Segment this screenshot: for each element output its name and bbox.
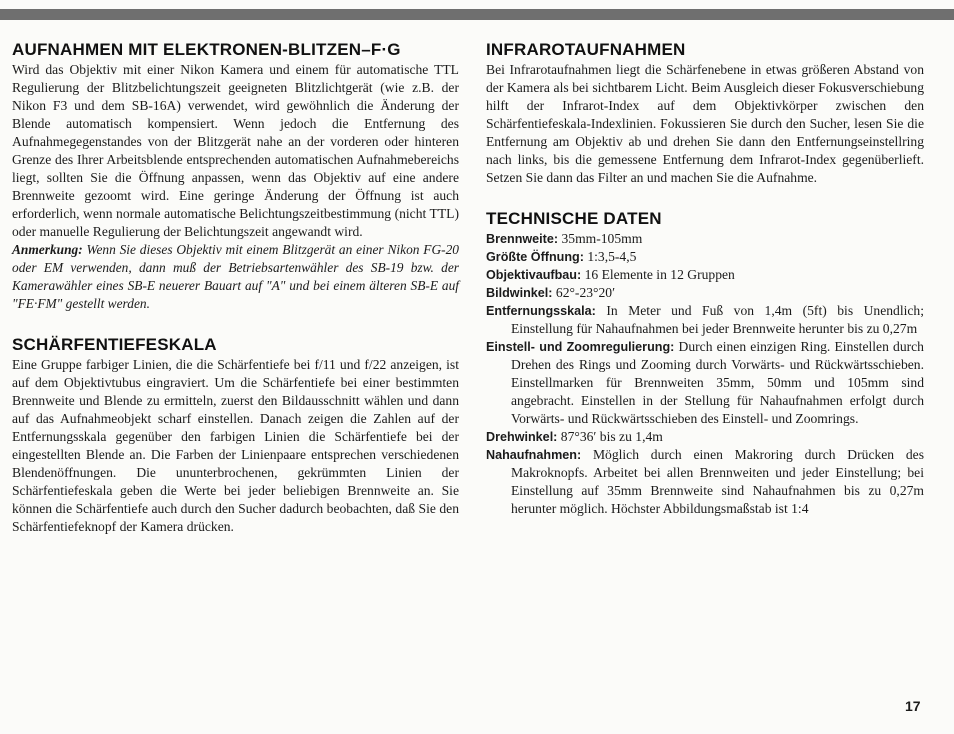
spec-item <box>486 284 924 302</box>
infrared-section <box>486 40 924 187</box>
spec-value: Durch einen einzigen Ring. Einstellen durch Drehen des Rings und Zooming durch Vorwärts- und Rückwärtsschieben. Einstellmarken für Brennweiten 35mm, 50mm und 105mm sind angebracht. Einstellen in der Stellung für Nahaufnahmen erfolgt durch Vorwärts- und Rückwärtsschieben des Einstell- und Zoomrings. <box>511 339 924 426</box>
specs-heading: TECHNISCHE DATEN <box>486 209 662 228</box>
spec-item <box>486 266 924 284</box>
spec-value: 62°-23°20′ <box>555 285 616 300</box>
note-text: Wenn Sie dieses Objektiv mit einem Blitzgerät an einer Nikon FG-20 oder EM verwenden, dann muß der Betriebsartenwähler des SB-19 bzw. der Kamerawähler eines SB-E neuerer Bauart auf "A" und bei einem älteren SB-E auf "FE·FM" gestellt werden. <box>12 242 459 311</box>
specs-section <box>486 209 924 518</box>
spec-item <box>486 230 924 248</box>
spec-item <box>486 446 924 518</box>
spec-item <box>486 338 924 428</box>
infrared-heading: INFRAROTAUFNAHMEN <box>486 40 686 59</box>
spec-label: Brennweite: <box>486 232 559 246</box>
dof-body: Eine Gruppe farbiger Linien, die die Schärfentiefe bei f/11 und f/22 anzeigen, ist auf dem Objektivtubus eingraviert. Um die Schärfentiefe bei einer bestimmten Brennweite und Blende zu ermitteln, zuerst den Bildausschnitt wählen und dann auf das Aufnahmeobjekt scharf einstellen. Danach zeigen die Zahlen auf der Entfernungsskala gegenüber den farbigen Linien die Schärfentiefe bei der eingestellten Blende an. Die Farben der Linienpaare entsprechen verschiedenen Blendenöffnungen. Die ununterbrochenen, gekrümmten Linien der Schärfentiefeskala geben die Werte bei jeder beliebigen Brennweite an. Sie können die Schärfentiefe auch durch den Sucher dadurch beobachten, daß Sie den Schärfentiefeknopf der Kamera drücken. <box>12 357 459 534</box>
dof-section <box>12 335 459 536</box>
note-label: Anmerkung: <box>12 242 83 257</box>
infrared-body: Bei Infrarotaufnahmen liegt die Schärfenebene in etwas größeren Abstand von der Kamera als bei sichtbarem Licht. Beim Ausgleich dieser Fokusverschiebung hilft der Infrarot-Index auf dem Objektivkörper zwischen den Schärfentiefeskala-Indexlinien. Fokussieren Sie durch den Sucher, lesen Sie die Entfernung am Objektiv ab und drehen Sie dann den Entfernungseinstellring nach links, bis die gemessene Entfernung dem Infrarot-Index gegenüberlieft. Setzen Sie dann das Filter an und machen Sie die Aufnahme. <box>486 62 924 185</box>
page-number: 17 <box>905 698 921 714</box>
spec-label: Nahaufnahmen: <box>486 448 582 462</box>
flash-body: Wird das Objektiv mit einer Nikon Kamera und einem für automatische TTL Regulierung der Blitzbelichtungszeit geeigneten Blitzlichtgerät (wie z.B. der Nikon F3 und dem SB-16A) verwendet, wird gewöhnlich die Änderung der Blende automatisch kompensiert. Wenn jedoch die Entfernung des Aufnahmegegenstandes von der Blitzgerät nahe an der vorderen oder hinteren Grenze des Ihrer Arbeitsblende entsprechenden automatischen Aufnahmebereichs liegt, sollten Sie die Öffnung anpassen, wenn das Objektiv auf eine andere Brennweite gezoomt wird. Eine geringe Änderung der Öffnung ist auch erforderlich, wenn normale automatische Belichtungszeitbestimmung (nicht TTL) oder manuelle Regulierung der Belichtungszeit angewandt wird. <box>12 62 459 239</box>
spec-item <box>486 428 924 446</box>
spec-label: Einstell- und Zoomregulierung: <box>486 340 675 354</box>
spec-value: 35mm-105mm <box>561 231 643 246</box>
spec-label: Objektivaufbau: <box>486 268 582 282</box>
spec-value: Möglich durch einen Makroring durch Drücken des Makroknopfs. Arbeitet bei allen Brennweiten und jeder Einstellung; bei Einstellung auf 35mm Brennweite sind Nahaufnahmen bis zu 0,27m herunter möglich. Höchster Abbildungsmaßstab ist 1:4 <box>511 447 924 516</box>
spec-item <box>486 248 924 266</box>
spec-label: Drehwinkel: <box>486 430 558 444</box>
left-column <box>12 40 459 536</box>
right-column <box>486 40 924 518</box>
spec-value: 16 Elemente in 12 Gruppen <box>584 267 735 282</box>
spec-label: Entfernungsskala: <box>486 304 596 318</box>
spec-label: Größte Öffnung: <box>486 250 584 264</box>
dof-heading: SCHÄRFENTIEFESKALA <box>12 335 217 354</box>
flash-heading: AUFNAHMEN MIT ELEKTRONEN-BLITZEN–F·G <box>12 40 401 59</box>
flash-note <box>12 241 459 313</box>
spec-label: Bildwinkel: <box>486 286 553 300</box>
spec-value: 87°36′ bis zu 1,4m <box>560 429 663 444</box>
spec-item <box>486 302 924 338</box>
flash-section <box>12 40 459 313</box>
spec-value: 1:3,5-4,5 <box>587 249 637 264</box>
spec-value: In Meter und Fuß von 1,4m (5ft) bis Unendlich; Einstellung für Nahaufnahmen bei jeder Brennweite herunter bis zu 0,27m <box>511 303 925 336</box>
top-edge-bar <box>0 9 954 20</box>
